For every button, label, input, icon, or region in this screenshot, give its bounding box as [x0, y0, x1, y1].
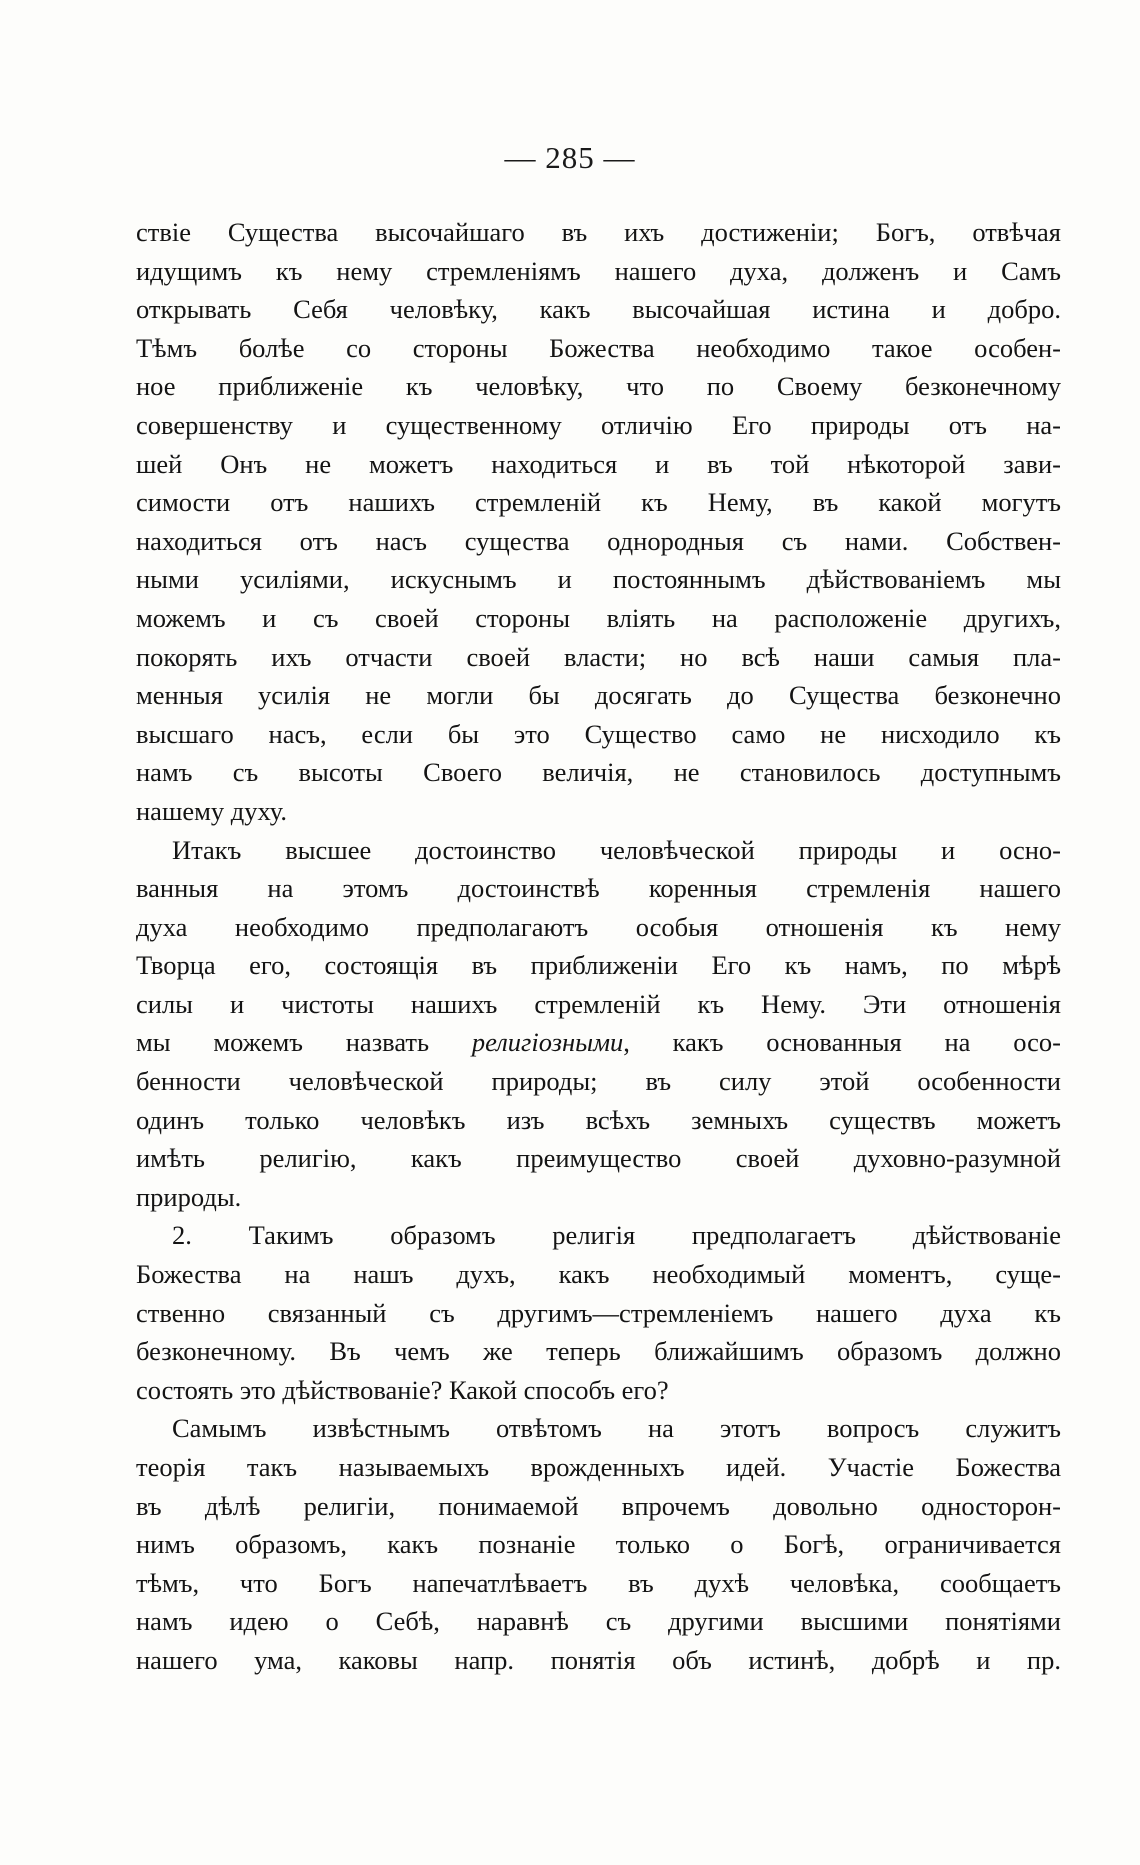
text-line: Божества на нашъ духъ, какъ необходимый моментъ, суще- [136, 1259, 1061, 1290]
text-line: ствіе Существа высочайшаго въ ихъ достиженіи; Богъ, отвѣчая [136, 217, 1061, 247]
text-segment: мы можемъ назвать [136, 1027, 472, 1058]
emphasized-term: религіозными [471, 1027, 624, 1058]
text-line: 2. Такимъ образомъ религія предполагаетъ дѣйствованіе [172, 1220, 1061, 1251]
text-line: въ дѣлѣ религіи, понимаемой впрочемъ довольно односторон- [136, 1490, 1061, 1521]
text-line: намъ съ высоты Своего величія, не становилось доступнымъ [136, 757, 1061, 788]
text-line: Творца его, состоящія въ приближеніи Его къ намъ, по мѣрѣ [136, 950, 1061, 981]
text-line [136, 1023, 1061, 1062]
text-line: совершенству и существенному отличію Его природы отъ на- [136, 409, 1061, 440]
text-line: ное приближеніе къ человѣку, что по Своему безконечному [136, 371, 1061, 402]
text-line: можемъ и съ своей стороны вліять на расположеніе другихъ, [136, 602, 1061, 633]
text-line: намъ идею о Себѣ, наравнѣ съ другими высшими понятіями [136, 1606, 1061, 1637]
text-line: шей Онъ не можетъ находиться и въ той нѣкоторой зави- [136, 448, 1061, 479]
text-line: симости отъ нашихъ стремленій къ Нему, въ какой могутъ [136, 487, 1061, 518]
text-line: Самымъ извѣстнымъ отвѣтомъ на этотъ вопросъ служитъ [172, 1413, 1061, 1444]
text-segment: , какъ основанныя на осо- [623, 1027, 1062, 1058]
text-line: состоять это дѣйствованіе? Какой способъ его? [136, 1374, 669, 1405]
text-line: ными усиліями, искуснымъ и постояннымъ дѣйствованіемъ мы [136, 564, 1061, 595]
text-line: Итакъ высшее достоинство человѣческой природы и осно- [172, 834, 1061, 865]
text-line: ванныя на этомъ достоинствѣ коренныя стремленія нашего [136, 873, 1061, 904]
body-text [136, 213, 1061, 1680]
text-line: находиться отъ насъ существа однородныя съ нами. Собствен- [136, 525, 1061, 556]
text-line: менныя усилія не могли бы досягать до Существа безконечно [136, 680, 1061, 711]
text-line: бенности человѣческой природы; въ силу этой особенности [136, 1066, 1061, 1097]
text-line: покорять ихъ отчасти своей власти; но всѣ наши самыя пла- [136, 641, 1061, 672]
text-line: силы и чистоты нашихъ стремленій къ Нему. Эти отношенія [136, 988, 1061, 1019]
text-line: безконечному. Въ чемъ же теперь ближайшимъ образомъ должно [136, 1336, 1061, 1367]
text-line: теорія такъ называемыхъ врожденныхъ идей. Участіе Божества [136, 1452, 1061, 1482]
text-line: нашему духу. [136, 795, 287, 826]
text-line: Тѣмъ болѣе со стороны Божества необходимо такое особен- [136, 332, 1061, 363]
text-line: природы. [136, 1181, 242, 1212]
text-line: идущимъ къ нему стремленіямъ нашего духа, долженъ и Самъ [136, 255, 1061, 286]
text-line: нимъ образомъ, какъ познаніе только о Богѣ, ограничивается [136, 1529, 1061, 1560]
text-line: высшаго насъ, если бы это Существо само не нисходило къ [136, 718, 1061, 749]
text-line: открывать Себя человѣку, какъ высочайшая истина и добро. [136, 294, 1061, 325]
text-line: духа необходимо предполагаютъ особыя отношенія къ нему [136, 911, 1061, 942]
text-line: ственно связанный съ другимъ—стремленіемъ нашего духа къ [136, 1297, 1061, 1328]
text-line: нашего ума, каковы напр. понятія объ истинѣ, добрѣ и пр. [136, 1644, 1061, 1675]
page-number: — 285 — [504, 140, 636, 175]
text-line: одинъ только человѣкъ изъ всѣхъ земныхъ существъ можетъ [136, 1104, 1061, 1135]
text-line: тѣмъ, что Богъ напечатлѣваетъ въ духѣ человѣка, сообщаетъ [136, 1567, 1061, 1598]
text-line: имѣть религію, какъ преимущество своей духовно-разумной [136, 1143, 1061, 1174]
